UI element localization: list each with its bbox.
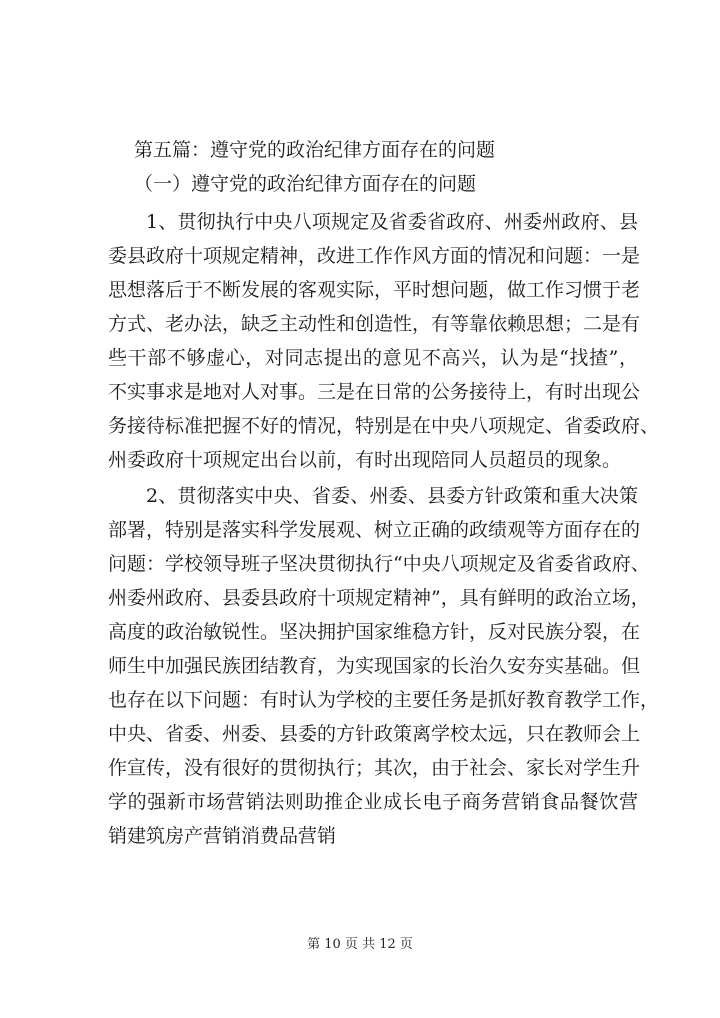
paragraph-line: 作宣传，没有很好的贯彻执行；其次，由于社会、家长对学生升: [108, 757, 641, 779]
paragraph-line: 也存在以下问题：有时认为学校的主要任务是抓好教育教学工作，: [108, 689, 660, 711]
paragraph-line: 高度的政治敏锐性。坚决拥护国家维稳方针，反对民族分裂，在: [108, 621, 641, 643]
section-title: 第五篇：遵守党的政治纪律方面存在的问题: [134, 139, 496, 161]
paragraph-line: 方式、老办法，缺乏主动性和创造性，有等靠依赖思想；二是有: [108, 313, 641, 335]
paragraph-line: 问题：学校领导班子坚决贯彻执行“中央八项规定及省委省政府、: [108, 553, 650, 575]
paragraph-line: 委县政府十项规定精神，改进工作作风方面的情况和问题：一是: [108, 245, 641, 267]
paragraph-line: 思想落后于不断发展的客观实际，平时想问题，做工作习惯于老: [108, 279, 641, 301]
paragraph-line: 些干部不够虚心，对同志提出的意见不高兴，认为是“找揸”，: [108, 347, 638, 369]
paragraph-line: 不实事求是地对人对事。三是在日常的公务接待上，有时出现公: [108, 381, 641, 403]
paragraph-line: 销建筑房产营销消费品营销: [108, 825, 337, 847]
paragraph-line: 2、贯彻落实中央、省委、州委、县委方针政策和重大决策: [146, 485, 638, 507]
paragraph-line: 务接待标准把握不好的情况，特别是在中央八项规定、省委政府、: [108, 415, 660, 437]
paragraph-line: 州委政府十项规定出台以前，有时出现陪同人员超员的现象。: [108, 449, 622, 471]
paragraph-line: 中央、省委、州委、县委的方针政策离学校太远，只在教师会上: [108, 723, 641, 745]
paragraph-line: 部署，特别是落实科学发展观、树立正确的政绩观等方面存在的: [108, 519, 641, 541]
paragraph-line: 1、贯彻执行中央八项规定及省委省政府、州委州政府、县: [146, 211, 638, 233]
paragraph-line: 学的强新市场营销法则助推企业成长电子商务营销食品餐饮营: [108, 791, 638, 813]
paragraph-line: 州委州政府、县委县政府十项规定精神”，具有鲜明的政治立场，: [108, 587, 650, 609]
paragraph-line: 师生中加强民族团结教育，为实现国家的长治久安夯实基础。但: [108, 655, 641, 677]
page-footer: 第 10 页 共 12 页: [307, 937, 413, 952]
section-subtitle: （一）遵守党的政治纪律方面存在的问题: [134, 173, 477, 195]
